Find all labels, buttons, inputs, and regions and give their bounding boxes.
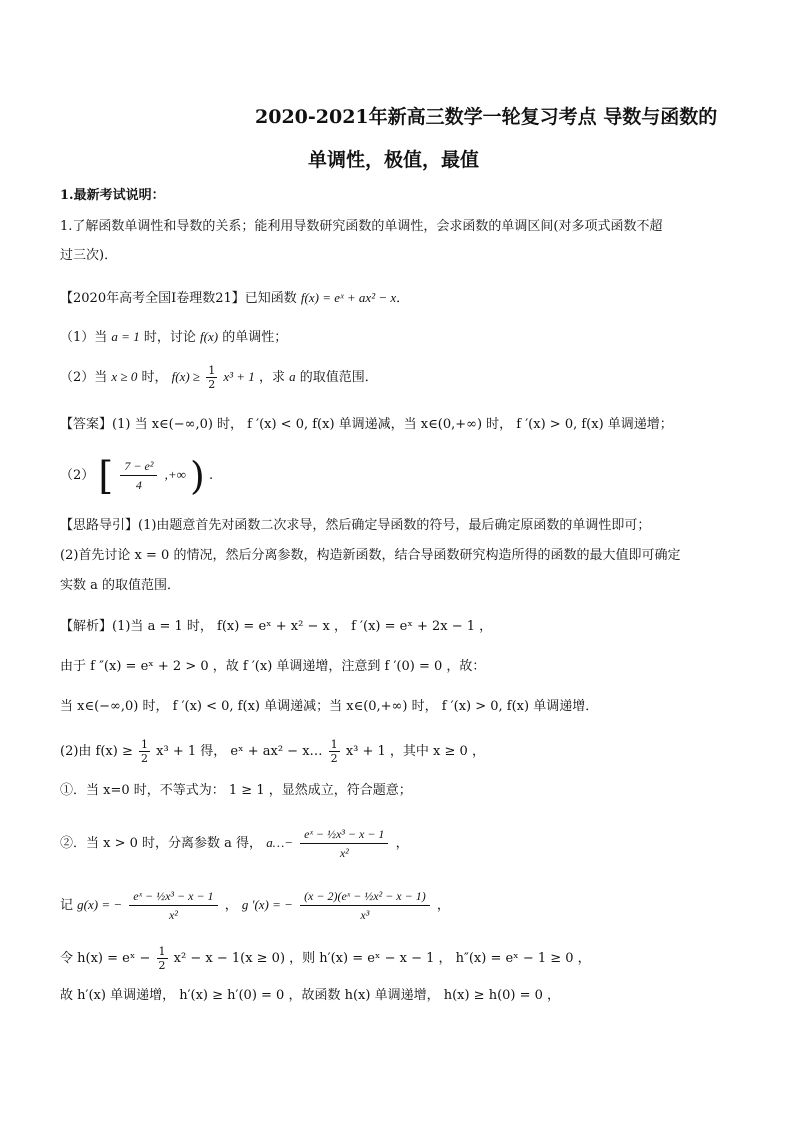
solution-line7-a: 记 xyxy=(60,898,74,913)
function-expression: f(x) = eˣ + ax² − x xyxy=(300,290,397,305)
solution-line7-sep: ， xyxy=(224,898,238,913)
q2-inequality-right: x³ + 1 xyxy=(223,369,255,384)
q2-suffix: ，求 xyxy=(258,370,285,385)
answer-part2-tail: ,+∞ xyxy=(164,467,186,482)
answer-part2-prefix: （2） xyxy=(60,468,95,483)
solution-line7-end: ， xyxy=(436,898,450,913)
q1-condition: a = 1 xyxy=(111,329,140,344)
solution-line6-fraction: $\frac{\text{eˣ − ½x³ − x − 1}}{\text{x²}}$ xyxy=(300,825,388,862)
solution-line4-b: x³ + 1 得， eˣ + ax² − x… xyxy=(156,744,323,759)
left-bracket: [ xyxy=(98,453,114,498)
exam-requirement-line1: 1.了解函数单调性和导数的关系；能利用导数研究函数的单调性，会求函数的单调区间(对多项式函数不超 xyxy=(60,219,663,234)
solution-line6-a: ②．当 x > 0 时，分离参数 a 得， xyxy=(60,836,263,851)
hint-line2: (2)首先讨论 x = 0 的情况，然后分离参数，构造新函数，结合导函数研究构造所得的函数的最大值即可确定 xyxy=(60,548,681,563)
answer-part1-text: (1) 当 x∈(−∞,0) 时， f ′(x) < 0, f(x) 单调递减，当 x∈(0,+∞) 时， f ′(x) > 0, f(x) 单调递增； xyxy=(112,417,673,432)
problem-source: 【2020年高考全国Ⅰ卷理数21】已知函数 xyxy=(60,291,297,306)
solution-line8 xyxy=(60,944,591,974)
solution-line4 xyxy=(60,737,485,767)
answer-part2 xyxy=(60,450,213,501)
document-title-line2: 单调性，极值，最值 xyxy=(308,149,480,171)
solution-line8-b: x² − x − 1(x ≥ 0) ，则 h′(x) = eˣ − x − 1 ， h″(x) = eˣ − 1 ≥ 0 ， xyxy=(173,951,591,966)
hint-label: 【思路导引】 xyxy=(60,518,139,533)
answer-fraction: $\frac{\text{7 − e²}}{4}$ xyxy=(120,457,157,494)
q2-variable: a xyxy=(289,369,296,384)
solution-line7-fraction2: $\frac{\text{(x − 2)(eˣ − ½x² − x − 1)}}{\text{x³}}$ xyxy=(300,887,430,924)
answer-part2-end: . xyxy=(208,468,214,483)
solution-line1-text: (1)当 a = 1 时， f(x) = eˣ + x² − x ， f ′(x) = eˣ + 2x − 1 ， xyxy=(112,619,493,634)
q1-mid: 时，讨论 xyxy=(143,330,196,345)
half-fraction-3: $\frac{1}{2}$ xyxy=(158,945,166,972)
solution-line7-gprime: g ′(x) = − xyxy=(241,897,293,912)
solution-line4-c: x³ + 1 ，其中 x ≥ 0 ， xyxy=(345,744,485,759)
q2-mid: 时， xyxy=(141,370,168,385)
solution-line6-end: ， xyxy=(395,836,409,851)
answer-label: 【答案】 xyxy=(60,417,113,432)
solution-line1 xyxy=(60,617,492,637)
solution-line7-fraction1: $\frac{\text{eˣ − ½x³ − x − 1}}{\text{x²}}$ xyxy=(129,887,217,924)
q2-inequality-left: f(x) ≥ xyxy=(171,369,201,384)
half-fraction-2: $\frac{1}{2}$ xyxy=(330,738,338,765)
problem-statement: 【2020年高考全国Ⅰ卷理数21】已知函数 f(x) = eˣ + ax² − x． xyxy=(60,290,410,306)
document-title-line1: 2020-2021年新高三数学一轮复习考点 导数与函数的 xyxy=(255,106,718,128)
hint-line3: 实数 a 的取值范围． xyxy=(60,578,181,593)
hint-line1-text: (1)由题意首先对函数二次求导，然后确定导函数的符号，最后确定原函数的单调性即可； xyxy=(138,518,651,533)
section-heading: 1.最新考试说明： xyxy=(60,188,165,203)
solution-label: 【解析】 xyxy=(60,619,113,634)
right-paren: ) xyxy=(190,453,205,498)
q2-condition: x ≥ 0 xyxy=(111,369,138,384)
q2-prefix: （2）当 xyxy=(60,370,108,385)
exam-requirement-line2: 过三次)． xyxy=(60,248,118,263)
q1-function: f(x) xyxy=(200,329,219,344)
hint-line1 xyxy=(60,516,650,536)
q1-suffix: 的单调性； xyxy=(222,330,288,345)
answer-part1 xyxy=(60,415,673,435)
q1-prefix: （1）当 xyxy=(60,330,108,345)
solution-line2: 由于 f ″(x) = eˣ + 2 > 0 ，故 f ′(x) 单调递增，注意到 f ′(0) = 0 ，故： xyxy=(60,659,486,674)
solution-line6-lhs: a…− xyxy=(266,835,294,850)
question-1 xyxy=(60,327,287,348)
half-fraction: $\frac{1}{2}$ xyxy=(141,738,148,765)
question-2 xyxy=(60,364,378,391)
solution-line7 xyxy=(60,880,450,931)
solution-line7-g: g(x) = − xyxy=(77,897,123,912)
q2-end: 的取值范围． xyxy=(299,370,378,385)
solution-line4-a: (2)由 f(x) ≥ xyxy=(60,744,133,759)
solution-line8-a: 令 h(x) = eˣ − xyxy=(60,951,151,966)
q2-fraction: $\frac{1}{2}$ xyxy=(208,364,216,391)
solution-line9: 故 h′(x) 单调递增， h′(x) ≥ h′(0) = 0 ，故函数 h(x) 单调递增， h(x) ≥ h(0) = 0 ， xyxy=(60,988,561,1003)
solution-line3: 当 x∈(−∞,0) 时， f ′(x) < 0, f(x) 单调递减；当 x∈(0,+∞) 时， f ′(x) > 0, f(x) 单调递增． xyxy=(60,699,599,714)
solution-line6 xyxy=(60,818,409,869)
solution-line5: ①．当 x=0 时，不等式为： 1 ≥ 1 ，显然成立，符合题意； xyxy=(60,783,412,798)
